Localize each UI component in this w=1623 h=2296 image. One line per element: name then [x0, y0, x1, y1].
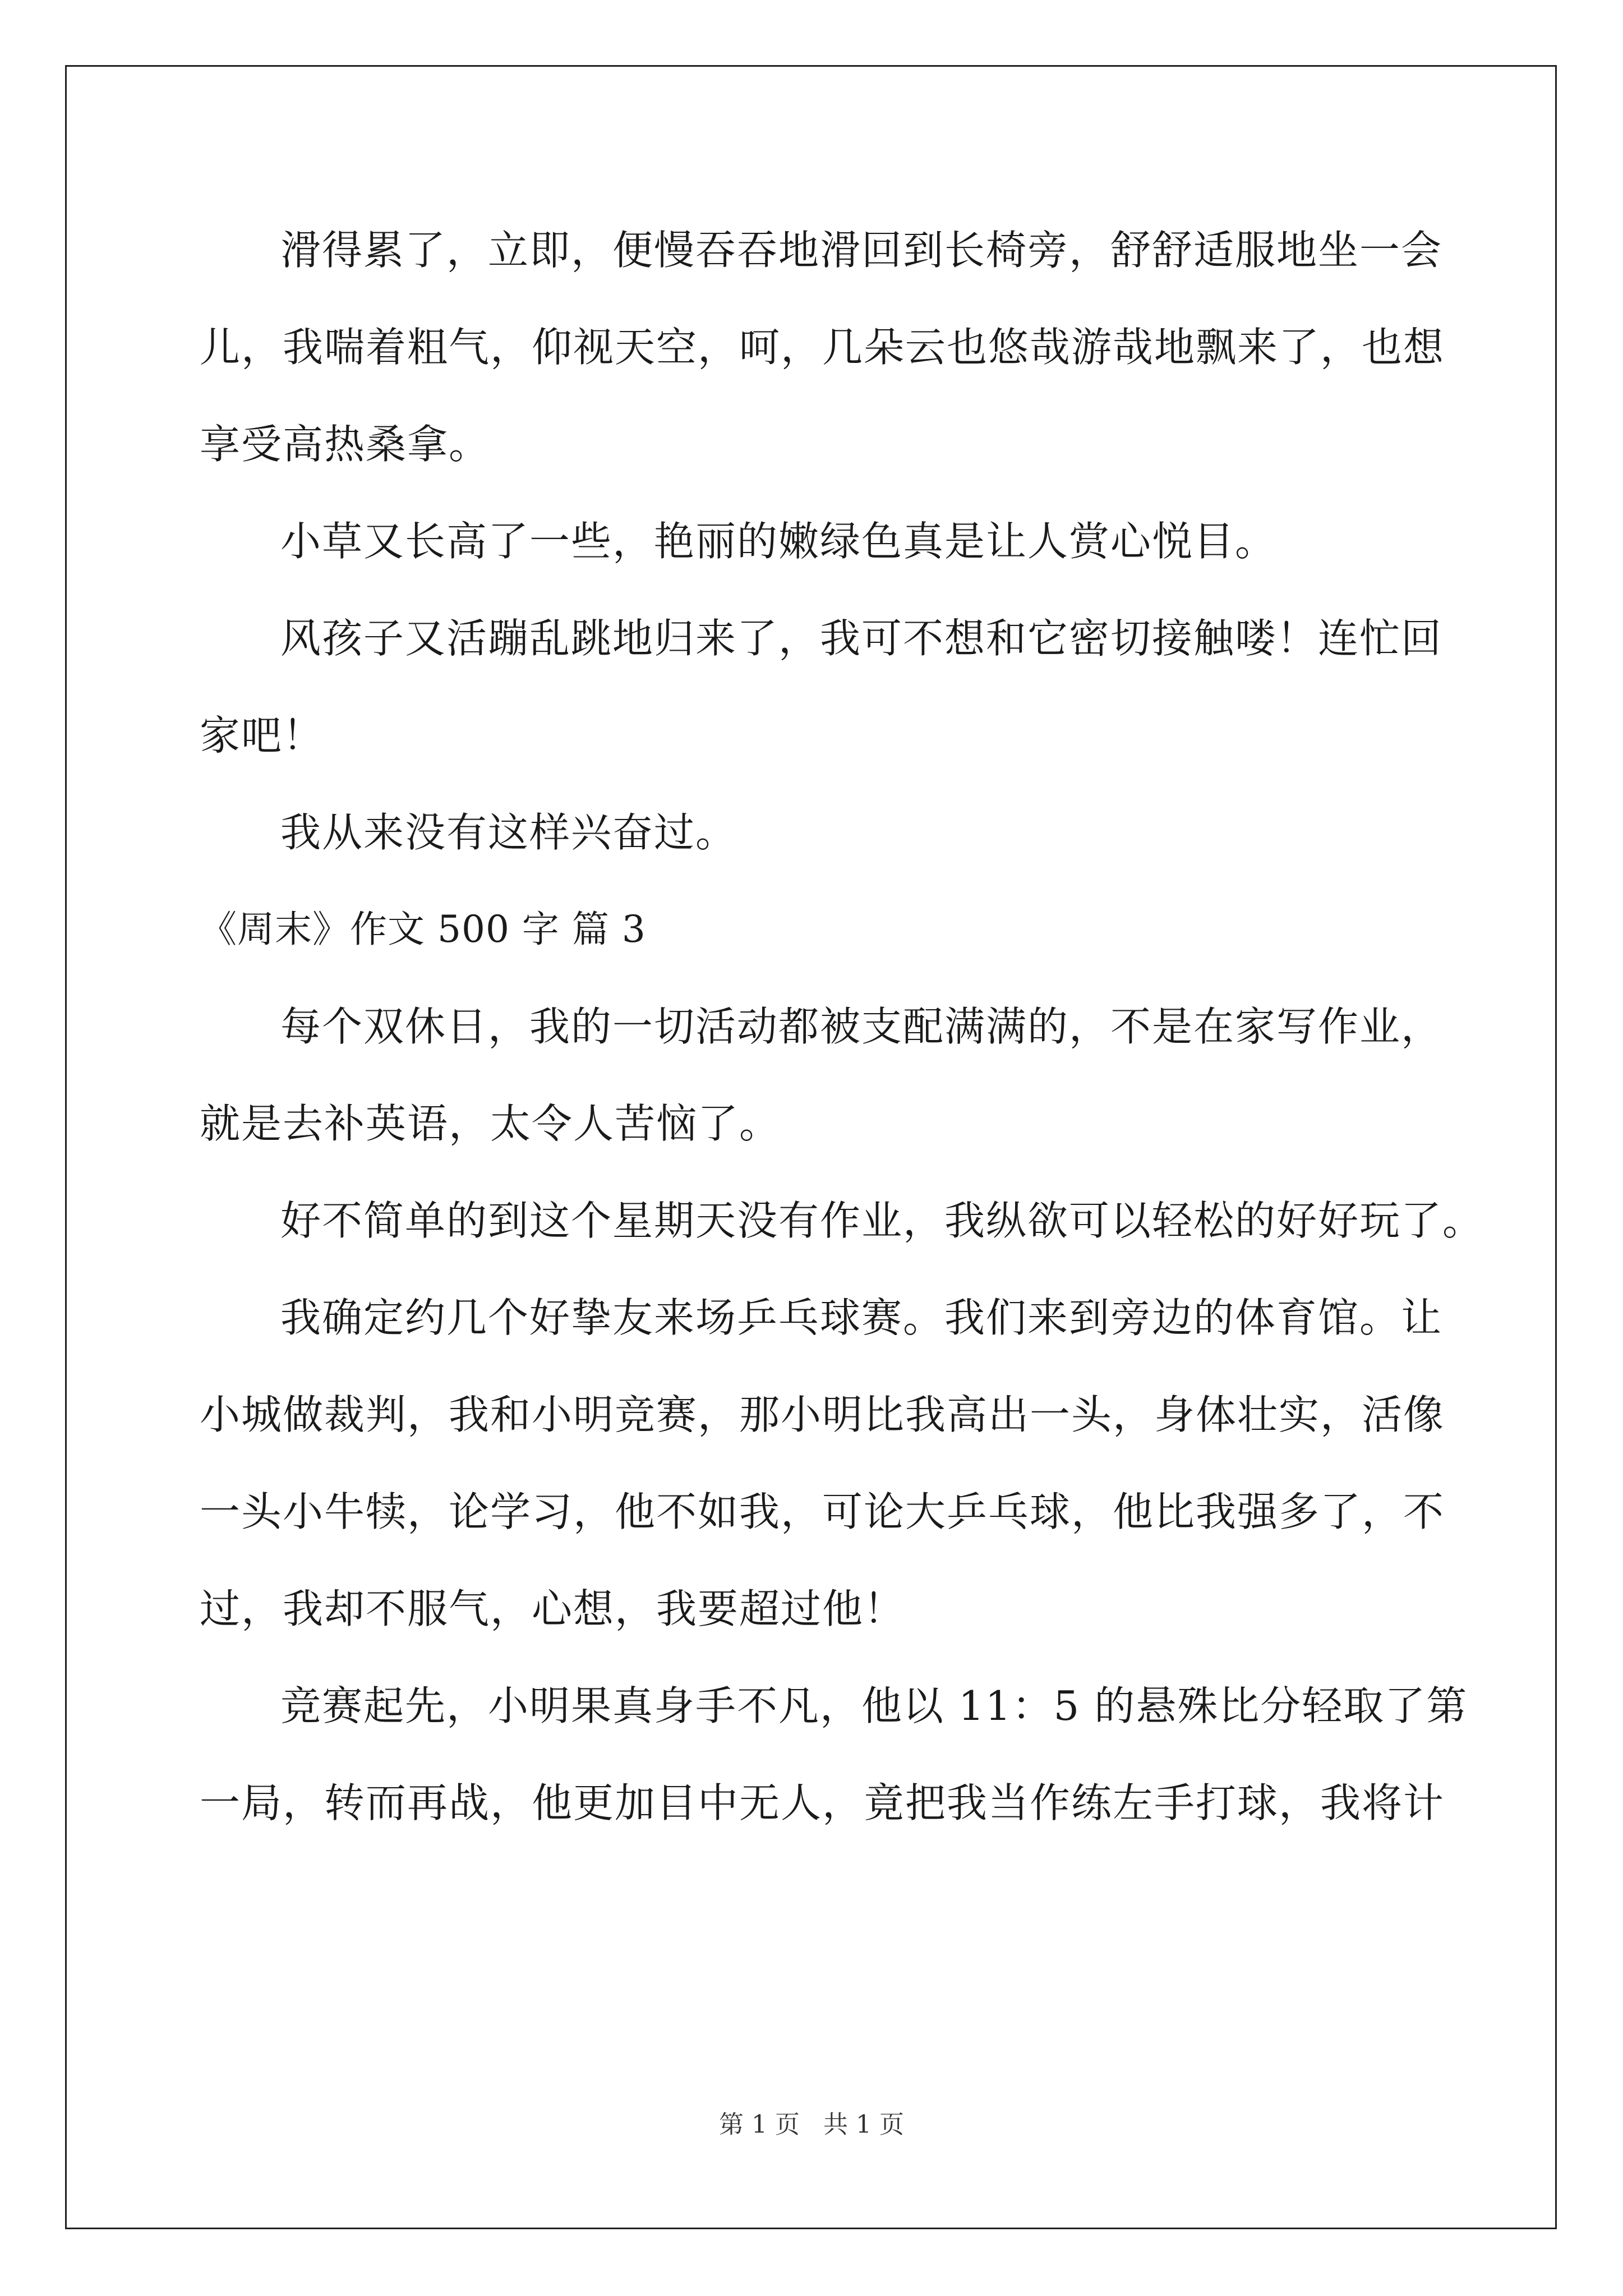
page-footer — [0, 2108, 1623, 2142]
paragraph-line: 小草又长高了一些，艳丽的嫩绿色真是让人赏心悦目。 — [280, 518, 1277, 565]
paragraph-line: 我确定约几个好挚友来场乒乓球赛。我们来到旁边的体育馆。让 — [280, 1294, 1443, 1341]
paragraph-line: 一头小牛犊，论学习，他不如我，可论大乒乓球，他比我强多了，不 — [200, 1488, 1445, 1535]
paragraph-line: 一局，转而再战，他更加目中无人，竟把我当作练左手打球，我将计 — [200, 1779, 1445, 1826]
paragraph-line: 儿，我喘着粗气，仰视天空，呵，几朵云也悠哉游哉地飘来了，也想 — [200, 324, 1445, 371]
paragraph-line: 好不简单的到这个星期天没有作业，我纵欲可以轻松的好好玩了。 — [280, 1197, 1484, 1244]
paragraph-line: 我从来没有这样兴奋过。 — [280, 809, 737, 856]
paragraph-line: 滑得累了，立即，便慢吞吞地滑回到长椅旁，舒舒适服地坐一会 — [280, 227, 1443, 274]
paragraph-line: 风孩子又活蹦乱跳地归来了，我可不想和它密切接触喽！连忙回 — [280, 615, 1443, 662]
paragraph-line: 每个双休日，我的一切活动都被支配满满的，不是在家写作业， — [280, 1003, 1443, 1050]
paragraph-line: 过，我却不服气，心想，我要超过他！ — [200, 1585, 906, 1632]
paragraph-line: 享受高热桑拿。 — [200, 421, 491, 468]
paragraph-line: 小城做裁判，我和小明竞赛，那小明比我高出一头，身体壮实，活像 — [200, 1391, 1445, 1438]
paragraph-line: 竞赛起先，小明果真身手不凡，他以 11：5 的悬殊比分轻取了第 — [280, 1682, 1468, 1729]
paragraph-line: 就是去补英语，太令人苦恼了。 — [200, 1100, 781, 1147]
page-total: 共 1 页 — [823, 2110, 904, 2139]
page-number: 第 1 页 — [719, 2110, 800, 2139]
section-heading: 《周末》作文 500 字 篇 3 — [200, 908, 646, 951]
paragraph-line: 家吧！ — [200, 712, 325, 759]
